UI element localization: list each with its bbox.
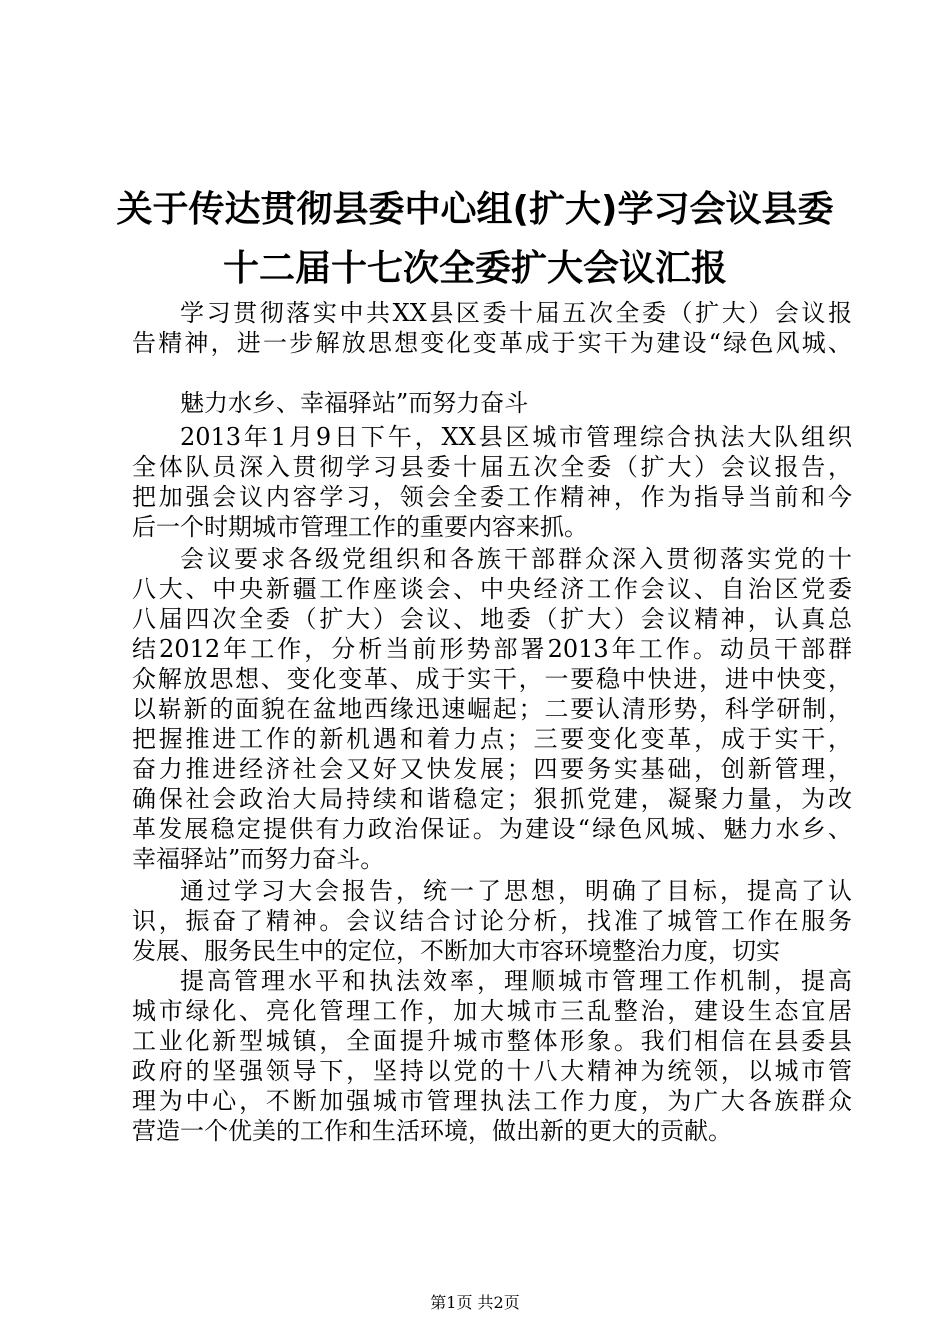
body-line: 提高管理水平和执法效率，理顺城市管理工作机制，提高	[180, 967, 852, 995]
body-line: 确保社会政治大局持续和谐稳定；狠抓党建，凝聚力量，为改	[132, 785, 852, 813]
body-line: 理为中心，不断加强城市管理执法工作力度，为广大各族群众	[132, 1087, 852, 1115]
body-line: 学习贯彻落实中共XX县区委十届五次全委（扩大）会议报	[180, 299, 852, 327]
body-line: 发展、服务民生中的定位，不断加大市容环境整治力度，切实	[132, 937, 780, 965]
page-number-footer: 第1页 共2页	[430, 1293, 520, 1312]
body-line: 营造一个优美的工作和生活环境，做出新的更大的贡献。	[132, 1117, 732, 1145]
body-line: 工业化新型城镇，全面提升城市整体形象。我们相信在县委县	[132, 1027, 852, 1055]
body-line: 把加强会议内容学习，领会全委工作精神，作为指导当前和今	[132, 483, 852, 511]
body-line: 八届四次全委（扩大）会议、地委（扩大）会议精神，认真总	[132, 605, 852, 633]
body-line: 2013年1月9日下午，XX县区城市管理综合执法大队组织	[180, 423, 852, 451]
body-line: 会议要求各级党组织和各族干部群众深入贯彻落实党的十	[180, 545, 852, 573]
body-line: 魅力水乡、幸福驿站”而努力奋斗	[180, 389, 529, 417]
body-line: 全体队员深入贯彻学习县委十届五次全委（扩大）会议报告，	[132, 453, 852, 481]
body-line: 通过学习大会报告，统一了思想，明确了目标，提高了认	[180, 877, 852, 905]
body-line: 政府的坚强领导下，坚持以党的十八大精神为统领，以城市管	[132, 1057, 852, 1085]
document-title-line-1: 关于传达贯彻县委中心组(扩大)学习会议县委	[116, 189, 834, 230]
body-line: 后一个时期城市管理工作的重要内容来抓。	[132, 513, 588, 541]
body-line: 告精神，进一步解放思想变化变革成于实干为建设“绿色风城、	[132, 329, 852, 357]
body-line: 以崭新的面貌在盆地西缘迅速崛起；二要认清形势，科学研制，	[132, 695, 852, 723]
body-line: 幸福驿站”而努力奋斗。	[132, 845, 385, 873]
document-title-line-2: 十二届十七次全委扩大会议汇报	[222, 248, 727, 289]
body-line: 众解放思想、变化变革、成于实干，一要稳中快进，进中快变，	[132, 665, 852, 693]
body-line: 革发展稳定提供有力政治保证。为建设“绿色风城、魅力水乡、	[132, 815, 852, 843]
body-line: 识，振奋了精神。会议结合讨论分析，找准了城管工作在服务	[132, 907, 852, 935]
body-line: 结2012年工作，分析当前形势部署2013年工作。动员干部群	[132, 635, 852, 663]
body-line: 奋力推进经济社会又好又快发展；四要务实基础，创新管理，	[132, 755, 852, 783]
body-line: 八大、中央新疆工作座谈会、中央经济工作会议、自治区党委	[132, 575, 852, 603]
body-line: 城市绿化、亮化管理工作，加大城市三乱整治，建设生态宜居	[132, 997, 852, 1025]
body-line: 把握推进工作的新机遇和着力点；三要变化变革，成于实干，	[132, 725, 852, 753]
